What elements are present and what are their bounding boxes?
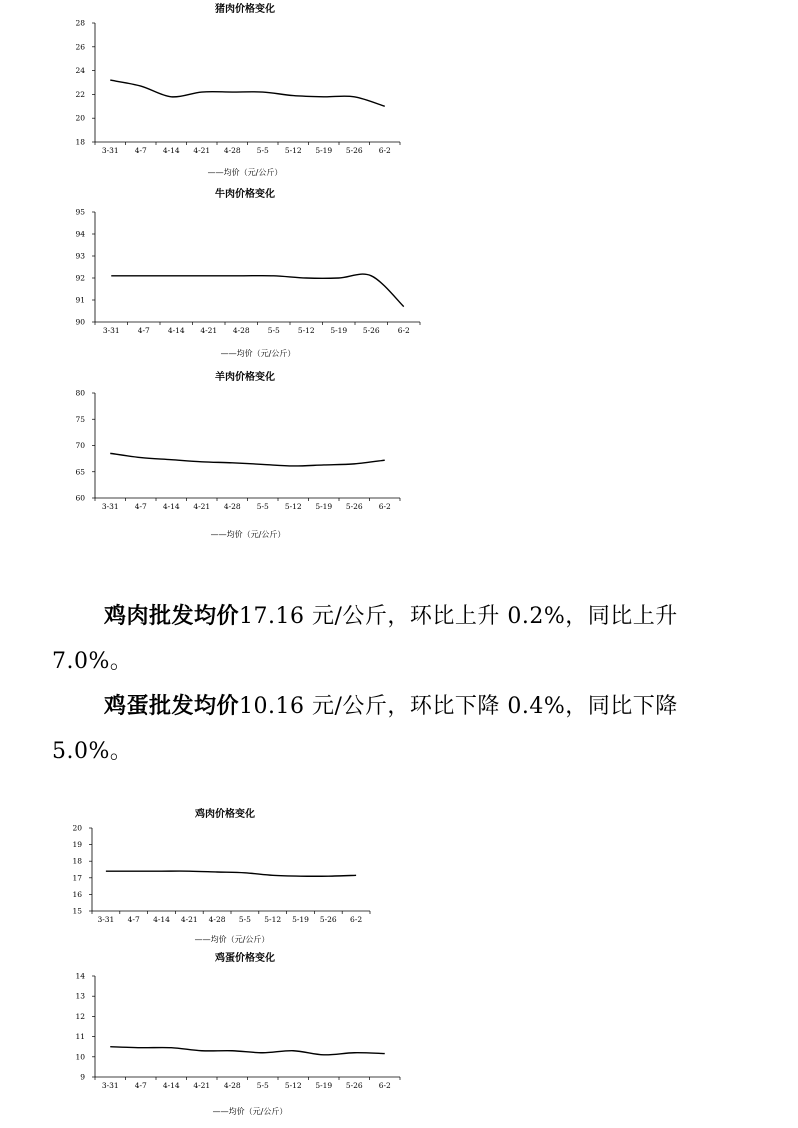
x-tick-label: 5-19 <box>315 146 333 155</box>
x-tick-label: 4-21 <box>180 915 198 924</box>
x-tick-label: 6-2 <box>378 502 391 511</box>
x-tick-label: 5-5 <box>267 326 280 335</box>
series-line <box>111 274 404 307</box>
paragraph-egg <box>52 684 752 774</box>
x-tick-label: 4-21 <box>193 1081 211 1090</box>
x-tick-label: 4-21 <box>200 326 218 335</box>
y-tick-label: 20 <box>72 823 82 833</box>
paragraph-chicken <box>52 594 752 684</box>
x-tick-label: 4-7 <box>134 146 147 155</box>
chart-pork <box>0 0 798 185</box>
x-tick-label: 4-28 <box>232 326 250 335</box>
x-tick-label: 5-5 <box>238 915 251 924</box>
series-line <box>110 80 385 106</box>
y-tick-label: 75 <box>75 414 85 424</box>
y-tick-label: 11 <box>75 1032 85 1042</box>
x-tick-label: 4-14 <box>162 502 180 511</box>
x-tick-label: 6-2 <box>397 326 410 335</box>
y-tick-label: 80 <box>75 388 85 398</box>
x-tick-label: 5-12 <box>284 502 302 511</box>
x-tick-label: 5-26 <box>345 1081 363 1090</box>
y-tick-label: 18 <box>75 137 85 147</box>
x-tick-label: 5-5 <box>256 146 269 155</box>
chart-title: 鸡蛋价格变化 <box>215 953 275 964</box>
x-tick-label: 4-7 <box>134 502 147 511</box>
x-tick-label: 5-26 <box>319 915 337 924</box>
x-tick-label: 5-5 <box>256 502 269 511</box>
y-tick-label: 14 <box>75 971 85 981</box>
x-tick-label: 5-26 <box>345 146 363 155</box>
y-tick-label: 24 <box>75 66 85 76</box>
x-tick-label: 5-19 <box>292 915 309 924</box>
x-tick-label: 4-28 <box>223 146 241 155</box>
y-tick-label: 19 <box>72 840 82 850</box>
x-tick-label: 6-2 <box>378 146 391 155</box>
x-tick-label: 5-26 <box>362 326 380 335</box>
x-tick-label: 4-7 <box>137 326 150 335</box>
x-tick-label: 3-31 <box>102 326 120 335</box>
chart-title: 牛肉价格变化 <box>215 189 275 200</box>
x-tick-label: 6-2 <box>350 915 363 924</box>
x-tick-label: 4-14 <box>162 1081 180 1090</box>
x-tick-label: 5-19 <box>315 502 333 511</box>
x-tick-label: 4-14 <box>162 146 180 155</box>
series-line <box>110 453 385 466</box>
chart-chicken <box>0 800 798 950</box>
y-tick-label: 18 <box>72 856 82 866</box>
paragraph-egg-label: 鸡蛋批发均价 <box>104 693 240 719</box>
x-tick-label: 4-28 <box>223 502 241 511</box>
x-tick-label: 4-28 <box>223 1081 241 1090</box>
x-tick-label: 6-2 <box>378 1081 391 1090</box>
x-tick-label: 4-14 <box>153 915 170 924</box>
chart-legend: ——均价（元/公斤） <box>194 935 270 944</box>
y-tick-label: 28 <box>75 18 85 28</box>
chart-legend: ——均价（元/公斤） <box>212 1107 288 1116</box>
x-tick-label: 3-31 <box>97 915 115 924</box>
y-tick-label: 9 <box>80 1072 85 1082</box>
chart-title: 鸡肉价格变化 <box>195 809 255 820</box>
y-tick-label: 17 <box>72 873 82 883</box>
y-tick-label: 95 <box>75 207 85 217</box>
x-tick-label: 3-31 <box>101 502 119 511</box>
y-tick-label: 65 <box>75 467 85 477</box>
chart-egg <box>0 950 798 1120</box>
x-tick-label: 5-12 <box>284 1081 302 1090</box>
series-line <box>106 871 356 876</box>
chart-legend: ——均价（元/公斤） <box>207 168 283 177</box>
x-tick-label: 3-31 <box>101 146 119 155</box>
y-tick-label: 20 <box>75 113 85 123</box>
chart-beef <box>0 185 798 365</box>
paragraph-egg-text: 10.16 元/公斤，环比下降 0.4%，同比下降 5.0%。 <box>52 694 678 764</box>
x-tick-label: 4-21 <box>193 502 211 511</box>
y-tick-label: 12 <box>75 1011 85 1021</box>
x-tick-label: 5-5 <box>256 1081 269 1090</box>
x-tick-label: 3-31 <box>101 1081 119 1090</box>
x-tick-label: 5-19 <box>330 326 348 335</box>
y-tick-label: 91 <box>75 295 85 305</box>
y-tick-label: 15 <box>72 906 82 916</box>
chart-legend: ——均价（元/公斤） <box>210 530 286 539</box>
x-tick-label: 5-19 <box>315 1081 333 1090</box>
y-tick-label: 90 <box>75 317 85 327</box>
x-tick-label: 5-26 <box>345 502 363 511</box>
series-line <box>110 1047 385 1055</box>
x-tick-label: 5-12 <box>297 326 315 335</box>
chart-title: 猪肉价格变化 <box>215 4 275 15</box>
chart-legend: ——均价（元/公斤） <box>220 349 296 358</box>
paragraph-chicken-label: 鸡肉批发均价 <box>104 603 240 629</box>
x-tick-label: 4-7 <box>134 1081 147 1090</box>
y-tick-label: 70 <box>75 441 85 450</box>
y-tick-label: 10 <box>75 1052 85 1062</box>
y-tick-label: 13 <box>75 991 85 1001</box>
x-tick-label: 5-12 <box>284 146 302 155</box>
x-tick-label: 4-7 <box>127 915 140 924</box>
y-tick-label: 16 <box>72 889 82 899</box>
x-tick-label: 4-21 <box>193 146 211 155</box>
chart-title: 羊肉价格变化 <box>215 372 275 383</box>
y-tick-label: 60 <box>75 493 85 503</box>
x-tick-label: 5-12 <box>264 915 282 924</box>
y-tick-label: 26 <box>75 42 85 52</box>
y-tick-label: 92 <box>75 273 85 283</box>
y-tick-label: 22 <box>75 89 85 99</box>
paragraph-chicken-text: 17.16 元/公斤，环比上升 0.2%，同比上升 7.0%。 <box>52 604 678 674</box>
x-tick-label: 4-14 <box>167 326 185 335</box>
chart-mutton <box>0 365 798 550</box>
y-tick-label: 93 <box>75 251 85 261</box>
y-tick-label: 94 <box>75 229 85 239</box>
x-tick-label: 4-28 <box>208 915 226 924</box>
